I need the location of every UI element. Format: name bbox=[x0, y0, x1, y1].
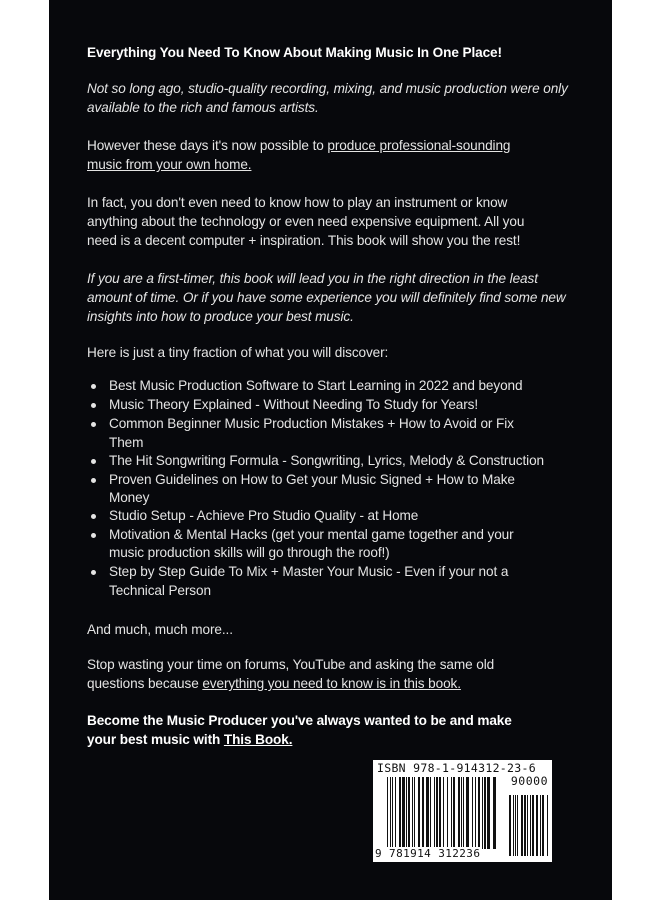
barcode-bar bbox=[484, 777, 486, 849]
barcode-bar bbox=[430, 777, 431, 849]
text: The Hit Songwriting Formula - Songwriting, Lyrics, Melody & Construction bbox=[109, 453, 545, 468]
bullet-item bbox=[109, 433, 143, 452]
bullet-item bbox=[109, 581, 211, 600]
barcode-bar bbox=[475, 777, 476, 849]
intro-line bbox=[87, 79, 568, 98]
paragraph-line bbox=[87, 231, 520, 250]
barcode-bar bbox=[399, 777, 401, 849]
barcode-bar bbox=[439, 777, 441, 849]
text: In fact, you don't even need to know how to play an instrument or know bbox=[87, 195, 508, 210]
barcode-bar bbox=[402, 777, 405, 849]
addon-bar bbox=[540, 795, 541, 856]
text: Money bbox=[109, 490, 150, 505]
barcode-bar bbox=[463, 777, 464, 849]
text: Common Beginner Music Production Mistakes + How to Avoid or Fix bbox=[109, 416, 514, 431]
barcode-digits: 9 781914 312236 bbox=[375, 847, 481, 860]
text: Not so long ago, studio-quality recording, mixing, and music production were only bbox=[87, 81, 568, 96]
text: need is a decent computer + inspiration. This book will show you the rest! bbox=[87, 233, 521, 248]
barcode-bar bbox=[422, 777, 424, 849]
paragraph-line bbox=[87, 674, 461, 693]
barcode-bar bbox=[390, 777, 391, 849]
text: Here is just a tiny fraction of what you will discover: bbox=[87, 345, 389, 360]
barcode-bar bbox=[418, 777, 420, 849]
addon-bar bbox=[536, 795, 538, 856]
intro-line bbox=[87, 98, 319, 117]
underlined-text: music from your own home. bbox=[87, 157, 252, 172]
barcode-bar bbox=[426, 777, 429, 849]
text: If you are a first-timer, this book will lead you in the right direction in the least bbox=[87, 271, 538, 286]
addon-bar bbox=[509, 795, 511, 856]
paragraph-line bbox=[87, 655, 494, 674]
text: Music Theory Explained - Without Needing To Study for Years! bbox=[109, 397, 479, 412]
price-code: 90000 bbox=[510, 774, 548, 788]
bullet-item bbox=[109, 376, 522, 395]
underlined-text: produce professional-sounding bbox=[327, 138, 511, 153]
text: Proven Guidelines on How to Get your Music Signed + How to Make bbox=[109, 472, 515, 487]
paragraph-line bbox=[87, 620, 233, 639]
text: Motivation & Mental Hacks (get your mental game together and your bbox=[109, 527, 514, 542]
bullet-icon bbox=[91, 422, 96, 427]
barcode-bar bbox=[482, 777, 483, 849]
paragraph-line bbox=[87, 155, 251, 174]
underlined-text: This Book. bbox=[223, 732, 293, 747]
text: your best music with bbox=[87, 732, 224, 747]
paragraph-line bbox=[87, 193, 507, 212]
bullet-icon bbox=[91, 570, 96, 575]
text: Technical Person bbox=[109, 583, 211, 598]
bullet-item bbox=[109, 470, 515, 489]
bullet-item bbox=[109, 543, 390, 562]
bullet-icon bbox=[91, 514, 96, 519]
addon-bar bbox=[521, 795, 523, 856]
paragraph-line bbox=[87, 343, 388, 362]
bullet-item bbox=[109, 488, 149, 507]
addon-bar bbox=[524, 795, 526, 856]
bullet-icon bbox=[91, 384, 96, 389]
italic-line bbox=[87, 269, 538, 288]
text: Best Music Production Software to Start Learning in 2022 and beyond bbox=[109, 378, 523, 393]
addon-bar bbox=[515, 795, 516, 856]
text: Everything You Need To Know About Making Music In One Place! bbox=[87, 45, 502, 60]
bullet-icon bbox=[91, 403, 96, 408]
barcode-bar bbox=[395, 777, 396, 849]
bullet-icon bbox=[91, 459, 96, 464]
addon-bar bbox=[547, 795, 548, 856]
addon-bar bbox=[517, 795, 518, 856]
barcode-bar bbox=[461, 777, 462, 849]
barcode-bar bbox=[472, 777, 473, 849]
text: music production skills will go through the roof!) bbox=[109, 545, 390, 560]
barcode-bar bbox=[487, 777, 490, 849]
text: anything about the technology or even need expensive equipment. All you bbox=[87, 214, 525, 229]
addon-bar bbox=[527, 795, 528, 856]
barcode-bar bbox=[414, 777, 415, 849]
addon-bar bbox=[542, 795, 544, 856]
barcode-bar bbox=[412, 777, 413, 849]
italic-line bbox=[87, 288, 566, 307]
text: questions because bbox=[87, 676, 203, 691]
bullet-item bbox=[109, 506, 418, 525]
text: Studio Setup - Achieve Pro Studio Quality - at Home bbox=[109, 508, 419, 523]
text: available to the rich and famous artists. bbox=[87, 100, 319, 115]
barcode-bar bbox=[408, 777, 410, 849]
paragraph-line bbox=[87, 136, 510, 155]
barcode-bar bbox=[443, 777, 444, 849]
text: Stop wasting your time on forums, YouTube and asking the same old bbox=[87, 657, 495, 672]
text: However these days it's now possible to bbox=[87, 138, 328, 153]
barcode-bar bbox=[447, 777, 448, 849]
barcode-bar bbox=[436, 777, 438, 849]
barcode-bar bbox=[478, 777, 480, 849]
bullet-icon bbox=[91, 478, 96, 483]
bullet-item bbox=[109, 414, 514, 433]
underlined-text: everything you need to know is in this book. bbox=[202, 676, 461, 691]
text: insights into how to produce your best music. bbox=[87, 309, 354, 324]
barcode-bar bbox=[434, 777, 435, 849]
isbn-barcode bbox=[373, 760, 552, 862]
text: amount of time. Or if you have some experience you will definitely find some new bbox=[87, 290, 566, 305]
addon-bar bbox=[513, 795, 514, 856]
text: Them bbox=[109, 435, 144, 450]
barcode-bar bbox=[493, 777, 496, 849]
bullet-item bbox=[109, 451, 544, 470]
italic-line bbox=[87, 307, 354, 326]
bullet-item bbox=[109, 525, 514, 544]
headline bbox=[87, 43, 502, 62]
bullet-icon bbox=[91, 533, 96, 538]
text: And much, much more... bbox=[87, 622, 233, 637]
bullet-item bbox=[109, 562, 508, 581]
barcode-bar bbox=[406, 777, 407, 849]
barcode-bar bbox=[387, 777, 388, 849]
barcode-bar bbox=[466, 777, 469, 849]
closing-line bbox=[87, 730, 292, 749]
addon-bar bbox=[530, 795, 531, 856]
barcode-bar bbox=[453, 777, 455, 849]
barcode-bar bbox=[458, 777, 460, 849]
addon-bar bbox=[532, 795, 534, 856]
text: Step by Step Guide To Mix + Master Your Music - Even if your not a bbox=[109, 564, 509, 579]
text: Become the Music Producer you've always wanted to be and make bbox=[87, 713, 512, 728]
barcode-bar bbox=[451, 777, 452, 849]
bullet-item bbox=[109, 395, 478, 414]
barcode-bar bbox=[392, 777, 393, 849]
closing-line bbox=[87, 711, 512, 730]
isbn-text: ISBN 978-1-914312-23-6 bbox=[377, 761, 536, 775]
paragraph-line bbox=[87, 212, 524, 231]
